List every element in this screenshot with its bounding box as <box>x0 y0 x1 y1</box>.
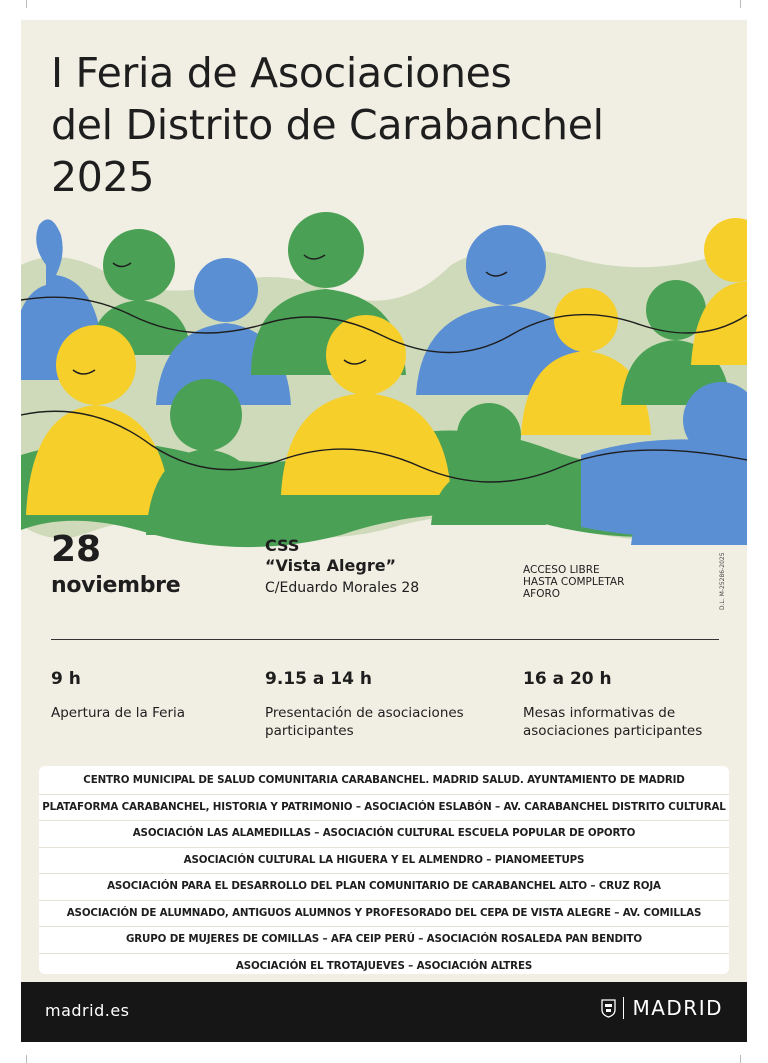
schedule-time: 9 h <box>51 669 81 689</box>
schedule-desc: Apertura de la Feria <box>51 705 186 721</box>
madrid-shield-icon <box>601 999 616 1018</box>
footer-url: madrid.es <box>45 1001 130 1020</box>
schedule-desc: Mesas informativas de asociaciones participantes <box>523 705 703 739</box>
venue-block <box>265 536 419 598</box>
section-divider <box>51 639 719 640</box>
schedule-time: 16 a 20 h <box>523 669 612 689</box>
footer-bar <box>21 982 747 1042</box>
associations-list <box>39 766 729 974</box>
association-row: ASOCIACIÓN EL TROTAJUEVES – ASOCIACIÓN ALTRES <box>235 959 533 972</box>
schedule-time: 9.15 a 14 h <box>265 669 372 689</box>
crop-mark <box>26 1055 27 1063</box>
crop-mark <box>740 0 741 8</box>
crop-mark <box>740 1055 741 1063</box>
event-day: 28 <box>51 529 102 570</box>
access-line-2: HASTA COMPLETAR <box>523 576 625 588</box>
title-line-1: I Feria de Asociaciones <box>51 49 512 97</box>
schedule-item-presentation <box>265 668 465 740</box>
schedule-item-info-tables <box>523 668 723 740</box>
association-row: CENTRO MUNICIPAL DE SALUD COMUNITARIA CARABANCHEL. MADRID SALUD. AYUNTAMIENTO DE MADRID <box>39 768 729 795</box>
logo-separator <box>623 997 624 1019</box>
association-row: ASOCIACIÓN DE ALUMNADO, ANTIGUOS ALUMNOS Y PROFESORADO DEL CEPA DE VISTA ALEGRE – AV. COMILLAS <box>39 901 729 928</box>
venue-subname: “Vista Alegre” <box>265 556 397 575</box>
people-illustration <box>21 205 747 560</box>
title-line-2: del Distrito de Carabanchel <box>51 101 604 149</box>
event-month: noviembre <box>51 573 181 598</box>
title-line-3: 2025 <box>51 153 155 201</box>
association-row: ASOCIACIÓN CULTURAL LA HIGUERA Y EL ALMENDRO – PIANOMEETUPS <box>39 848 729 875</box>
access-info <box>523 564 624 600</box>
legal-deposit: D.L. M-25286-2025 <box>719 552 726 610</box>
poster <box>21 20 747 1042</box>
venue-name: CSS <box>265 536 300 555</box>
access-line-3: AFORO <box>523 588 561 600</box>
brand-name: MADRID <box>632 996 723 1020</box>
association-row: PLATAFORMA CARABANCHEL, HISTORIA Y PATRIMONIO – ASOCIACIÓN ESLABÓN – AV. CARABANCHEL DISTRITO CULTURAL <box>39 795 729 822</box>
crop-mark <box>26 0 27 8</box>
association-row: ASOCIACIÓN LAS ALAMEDILLAS – ASOCIACIÓN CULTURAL ESCUELA POPULAR DE OPORTO <box>39 821 729 848</box>
association-row: GRUPO DE MUJERES DE COMILLAS – AFA CEIP PERÚ – ASOCIACIÓN ROSALEDA PAN BENDITO <box>39 927 729 954</box>
schedule-item-opening <box>51 668 281 722</box>
poster-title <box>51 47 604 203</box>
association-row: ASOCIACIÓN PARA EL DESARROLLO DEL PLAN COMUNITARIO DE CARABANCHEL ALTO – CRUZ ROJA <box>39 874 729 901</box>
venue-address: C/Eduardo Morales 28 <box>265 580 420 596</box>
schedule-desc: Presentación de asociaciones participantes <box>265 705 464 739</box>
access-line-1: ACCESO LIBRE <box>523 564 600 576</box>
madrid-logo <box>601 996 723 1020</box>
